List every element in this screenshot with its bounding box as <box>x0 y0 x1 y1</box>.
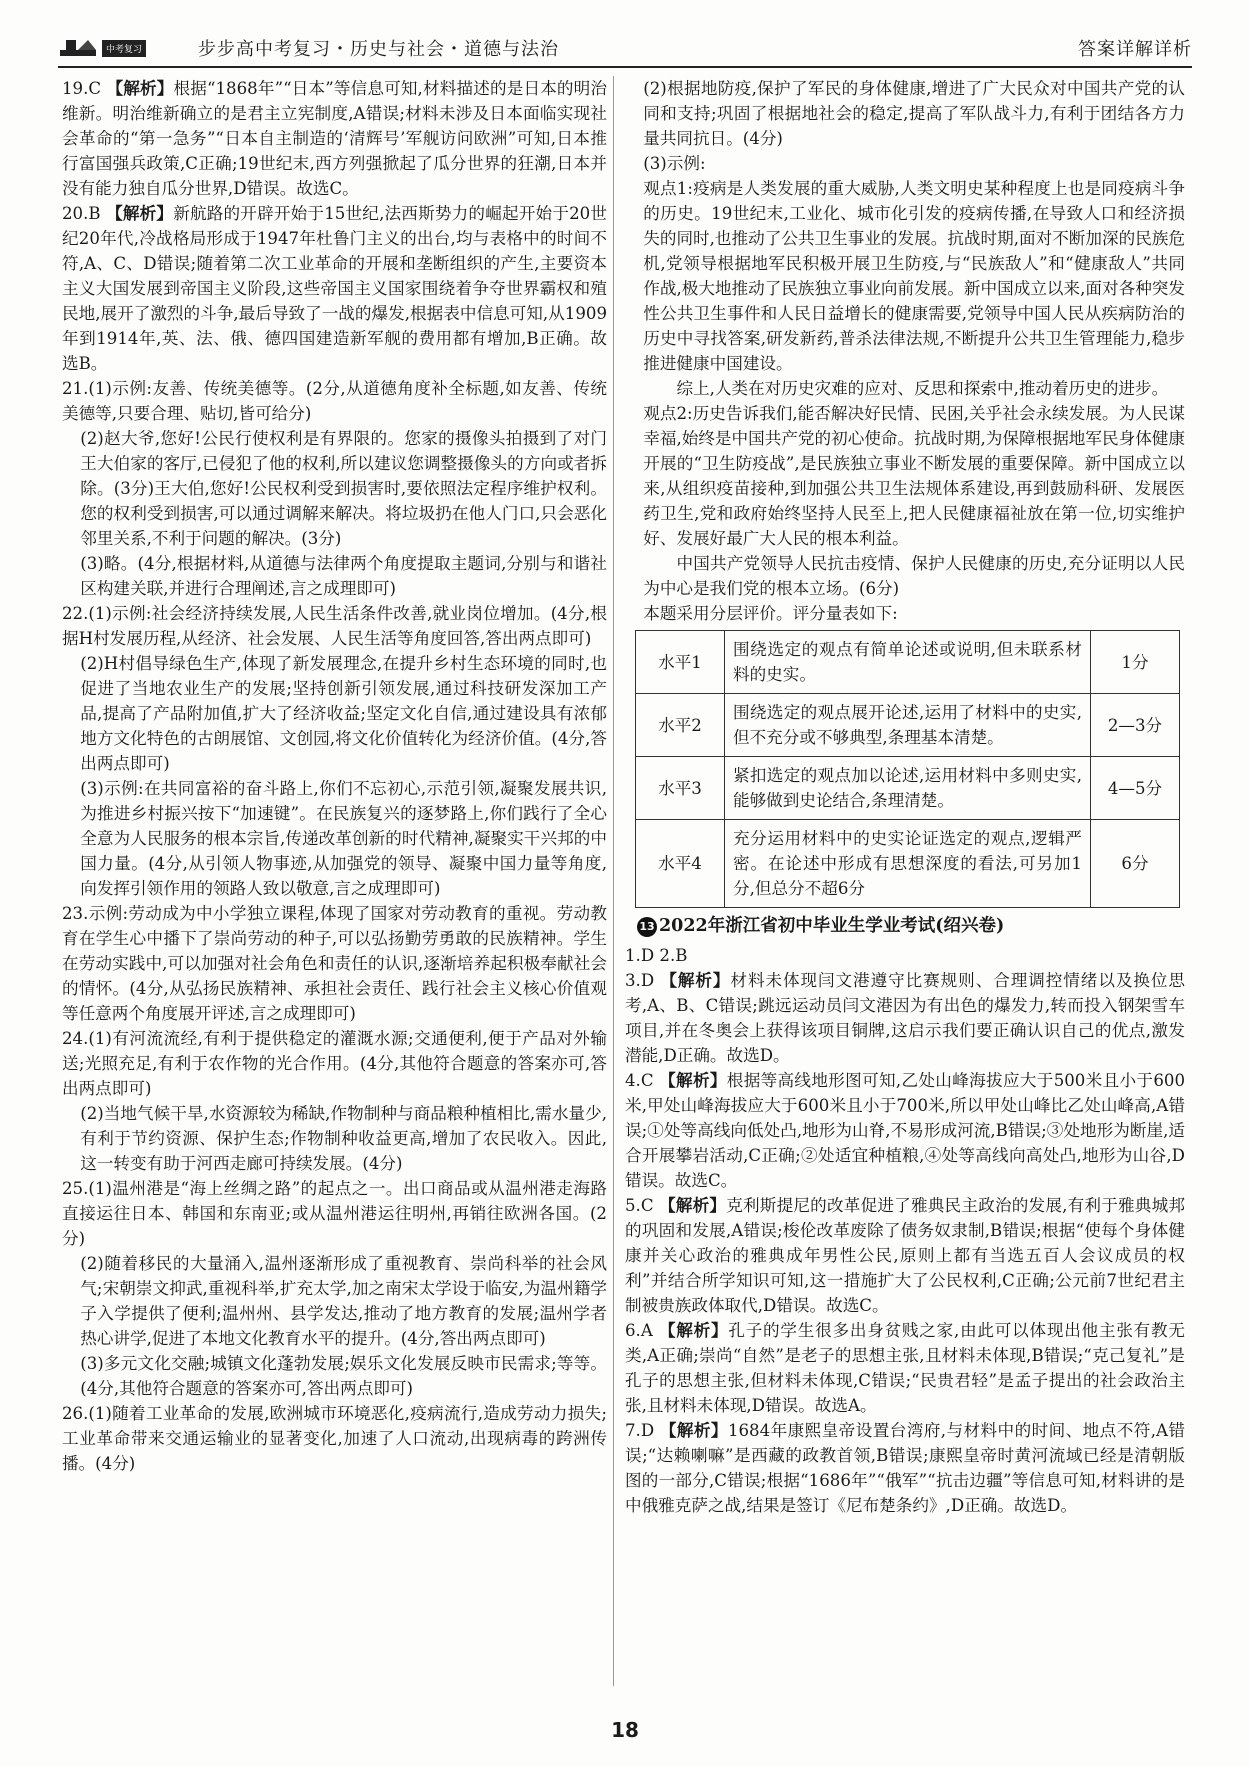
page-header <box>58 30 1192 68</box>
rubric-level: 水平3 <box>636 757 725 820</box>
logo-text: 中考复习 <box>102 40 146 57</box>
left-column <box>62 76 607 1476</box>
answer-q24-1: 24.(1)有河流流经,有利于提供稳定的灌溉水源;交通便利,便于产品对外输送;光照充足,有利于农作物的光合作用。(4分,其他符合题意的答案亦可,答出两点即可) <box>62 1029 607 1098</box>
table-row <box>636 694 1180 757</box>
answer-q22-2: (2)H村倡导绿色生产,体现了新发展理念,在提升乡村生态环境的同时,也促进了当地农业生产的发展;坚持创新引领发展,通过科技研发深加工产品,提高了产品附加值,扩大了经济收益;坚定文化自信,通过建设具有浓郁地方文化特色的古朗展馆、文创园,将文化价值转化为经济价值。(4分,答出两点即可) <box>80 654 607 773</box>
rubric-level: 水平2 <box>636 694 725 757</box>
rubric-score: 6分 <box>1091 820 1180 908</box>
table-row <box>636 757 1180 820</box>
viewpoint-1: 观点1:疫病是人类发展的重大威胁,人类文明史某种程度上也是同疫病斗争的历史。19世纪末,工业化、城市化引发的疫病传播,在导致人口和经济损失的同时,也推动了公共卫生事业的发展。抗战时期,面对不断加深的民族危机,党领导根据地军民积极开展卫生防疫,与“民族敌人”和“健康敌人”共同作战,极大地推动了民族独立事业向前发展。新中国成立以来,面对各种突发性公共卫生事件和人民日益增长的健康需要,党领导中国人民从疾病防治的历史中寻找答案,研发新药,普杀法律法规,不断提升公共卫生管理能力,稳步推进健康中国建设。 <box>643 179 1185 373</box>
exam-section-heading <box>637 914 1185 939</box>
page-number: 18 <box>611 1718 639 1742</box>
rubric-level: 水平1 <box>636 631 725 694</box>
rubric-intro: 本题采用分层评价。评分量表如下: <box>643 604 898 623</box>
answer-q24-2: (2)当地气候干旱,水资源较为稀缺,作物制种与商品粮种植相比,需水量少,有利于节约资源、保护生态;作物制种收益更高,增加了农民收入。因此,这一转变有助于河西走廊可持续发展。(4分) <box>80 1104 607 1173</box>
publisher-logo <box>58 33 188 63</box>
answer-5: 5.C 【解析】克利斯提尼的改革促进了雅典民主政治的发展,有利于雅典城邦的巩固和发展,A错误;梭伦改革废除了债务奴隶制,B错误;根据“使每个身体健康并关心政治的雅典成年男性公民,原则上都有当选五百人会议成员的权利”并结合所学知识可知,这一措施扩大了公民权利,C正确;公元前7世纪君主制被贵族政体取代,D错误。故选C。 <box>625 1195 1185 1315</box>
answer-q25-3: (3)多元文化交融;城镇文化蓬勃发展;娱乐文化发展反映市民需求;等等。(4分,其他符合题意的答案亦可,答出两点即可) <box>80 1354 607 1398</box>
section-label: 答案详解详析 <box>1078 39 1192 60</box>
section-title: 2022年浙江省初中毕业生学业考试(绍兴卷) <box>659 916 1005 936</box>
answer-4: 4.C 【解析】根据等高线地形图可知,乙处山峰海拔应大于500米且小于600米,甲处山峰海拔应大于600米且小于700米,所以甲处山峰比乙处山峰高,A错误;①处等高线向低处凸,地形为山脊,不易形成河流,B错误;③处地形为断崖,适合开展攀岩活动,C正确;②处适宜种植粮,④处等高线向高处凸,地形为山谷,D错误。故选C。 <box>625 1070 1185 1190</box>
answer-3: 3.D 【解析】材料未体现闫文港遵守比赛规则、合理调控情绪以及换位思考,A、B、C错误;跳远运动员闫文港因为有出色的爆发力,转而投入钢架雪车项目,并在冬奥会上获得该项目铜牌,这启示我们要正确认识自己的优点,激发潜能,D正确。故选D。 <box>625 970 1185 1065</box>
answer-q20: 20.B 【解析】新航路的开辟开始于15世纪,法西斯势力的崛起开始于20世纪20年代,冷战格局形成于1947年杜鲁门主义的出台,均与表格中的时间不符,A、C、D错误;随着第二次工业革命的开展和垄断组织的产生,主要资本主义大国发展到帝国主义阶段,这些帝国主义国家围绕着争夺世界霸权和殖民地,展开了激烈的斗争,最后导致了一战的爆发,根据表中信息可知,从1909年到1914年,英、法、俄、德四国建造新军舰的费用都有增加,B正确。故选B。 <box>62 203 607 373</box>
rubric-table <box>635 630 1180 908</box>
answer-q25-2: (2)随着移民的大量涌入,温州逐渐形成了重视教育、崇尚科举的社会风气;宋朝崇文抑武,重视科举,扩充太学,加之南宋太学设于临安,为温州籍学子入学提供了便利;温州州、县学发达,推动了地方教育的发展;温州学者热心讲学,促进了本地文化教育水平的提升。(4分,答出两点即可) <box>80 1254 607 1348</box>
book-title: 步步高中考复习・历史与社会・道德与法治 <box>198 39 559 60</box>
viewpoint-2: 观点2:历史告诉我们,能否解决好民情、民困,关乎社会永续发展。为人民谋幸福,始终是中国共产党的初心使命。抗战时期,为保障根据地军民身体健康开展的“卫生防疫战”,是民族独立事业不断发展的重要保障。新中国成立以来,从组织疫苗接种,到加强公共卫生法规体系建设,再到鼓励科研、发展医药卫生,党和政府始终坚持人民至上,把人民健康福祉放在第一位,切实维护好、发展好最广大人民的根本利益。 <box>643 404 1185 548</box>
answer-q19: 19.C 【解析】根据“1868年”“日本”等信息可知,材料描述的是日本的明治维新。明治维新确立的是君主立宪制度,A错误;材料未涉及日本面临实现社会革命的“第一急务”“日本自主制造的‘清辉号’军舰访问欧洲”可知,日本推行富国强兵政策,C正确;19世纪末,西方列强掀起了瓜分世界的狂潮,日本并没有能力独自瓜分世界,D错误。故选C。 <box>62 78 608 198</box>
rubric-desc: 围绕选定的观点有简单论述或说明,但未联系材料的史实。 <box>725 631 1091 694</box>
answer-q25-1: 25.(1)温州港是“海上丝绸之路”的起点之一。出口商品或从温州港走海路直接运往日本、韩国和东南亚;或从温州港运往明州,再销往欧洲各国。(2分) <box>62 1179 607 1248</box>
answer-q21-2: (2)赵大爷,您好!公民行使权利是有界限的。您家的摄像头拍摄到了对门王大伯家的客厅,已侵犯了他的权利,所以建议您调整摄像头的方向或者拆除。(3分)王大伯,您好!公民权利受到损害时,要依照法定程序维护权利。您的权利受到损害,可以通过调解来解决。将垃圾扔在他人门口,只会恶化邻里关系,不利于问题的解决。(3分) <box>80 429 607 548</box>
answer-7: 7.D 【解析】1684年康熙皇帝设置台湾府,与材料中的时间、地点不符,A错误;“达赖喇嘛”是西藏的政教首领,B错误;康熙皇帝时黄河流域已经是清朝版图的一部分,C错误;根据“1686年”“俄军”“抗击边疆”等信息可知,材料讲的是中俄雅克萨之战,结果是签订《尼布楚条约》,D正确。故选D。 <box>625 1420 1186 1515</box>
viewpoint-1-summary: 综上,人类在对历史灾难的应对、反思和探索中,推动着历史的进步。 <box>676 379 1169 398</box>
rubric-desc: 围绕选定的观点展开论述,运用了材料中的史实,但不充分或不够典型,条理基本清楚。 <box>725 694 1091 757</box>
column-divider <box>613 76 614 1686</box>
rubric-desc: 充分运用材料中的史实论证选定的观点,逻辑严密。在论述中形成有思想深度的看法,可另加1分,但总分不超6分 <box>725 820 1091 908</box>
answer-6: 6.A 【解析】孔子的学生很多出身贫贱之家,由此可以体现出他主张有教无类,A正确;崇尚“自然”是老子的思想主张,且材料未体现,B错误;“克己复礼”是孔子的思想主张,但材料未体现,C错误;“民贵君轻”是孟子提出的社会政治主张,且材料未体现,D错误。故选A。 <box>625 1320 1185 1415</box>
table-row <box>636 820 1180 908</box>
rubric-score: 2—3分 <box>1091 694 1180 757</box>
rubric-desc: 紧扣选定的观点加以论述,运用材料中多则史实,能够做到史论结合,条理清楚。 <box>725 757 1091 820</box>
rubric-score: 4—5分 <box>1091 757 1180 820</box>
answer-q22-1: 22.(1)示例:社会经济持续发展,人民生活条件改善,就业岗位增加。(4分,根据H村发展历程,从经济、社会发展、人民生活等角度回答,答出两点即可) <box>62 604 607 648</box>
answer-q26-2: (2)根据地防疫,保护了军民的身体健康,增进了广大民众对中国共产党的认同和支持;巩固了根据地社会的稳定,提高了军队战斗力,有利于团结各方力量共同抗日。(4分) <box>643 79 1185 148</box>
logo-mark-icon <box>58 36 98 60</box>
answer-q26-3: (3)示例: <box>643 154 706 173</box>
viewpoint-2-summary: 中国共产党领导人民抗击疫情、保护人民健康的历史,充分证明以人民为中心是我们党的根本立场。(6分) <box>643 554 1185 598</box>
section-number-badge: 13 <box>637 917 657 937</box>
answer-q21-3: (3)略。(4分,根据材料,从道德与法律两个角度提取主题词,分别与和谐社区构建关联,并进行合理阐述,言之成理即可) <box>80 554 607 598</box>
rubric-level: 水平4 <box>636 820 725 908</box>
answer-1-2: 1.D 2.B <box>625 946 688 965</box>
right-column <box>625 76 1185 1518</box>
answer-q22-3: (3)示例:在共同富裕的奋斗路上,你们不忘初心,示范引领,凝聚发展共识,为推进乡村振兴按下“加速键”。在民族复兴的逐梦路上,你们践行了全心全意为人民服务的根本宗旨,传递改革创新的时代精神,凝聚实干兴邦的中国力量。(4分,从引领人物事迹,从加强党的领导、凝聚中国力量等角度,向发挥引领作用的领路人致以敬意,言之成理即可) <box>80 779 607 898</box>
rubric-score: 1分 <box>1091 631 1180 694</box>
table-row <box>636 631 1180 694</box>
answer-q21-1: 21.(1)示例:友善、传统美德等。(2分,从道德角度补全标题,如友善、传统美德等,只要合理、贴切,皆可给分) <box>62 379 607 423</box>
answer-q23: 23.示例:劳动成为中小学独立课程,体现了国家对劳动教育的重视。劳动教育在学生心中播下了崇尚劳动的种子,可以弘扬勤劳勇敢的民族精神。学生在劳动实践中,可以加强对社会角色和责任的认识,逐渐培养起积极奉献社会的情怀。(4分,从弘扬民族精神、承担社会责任、践行社会主义核心价值观等任意两个角度展开评述,言之成理即可) <box>62 904 607 1023</box>
answer-q26-1: 26.(1)随着工业革命的发展,欧洲城市环境恶化,疫病流行,造成劳动力损失;工业革命带来交通运输业的显著变化,加速了人口流动,出现病毒的跨洲传播。(4分) <box>62 1404 607 1473</box>
